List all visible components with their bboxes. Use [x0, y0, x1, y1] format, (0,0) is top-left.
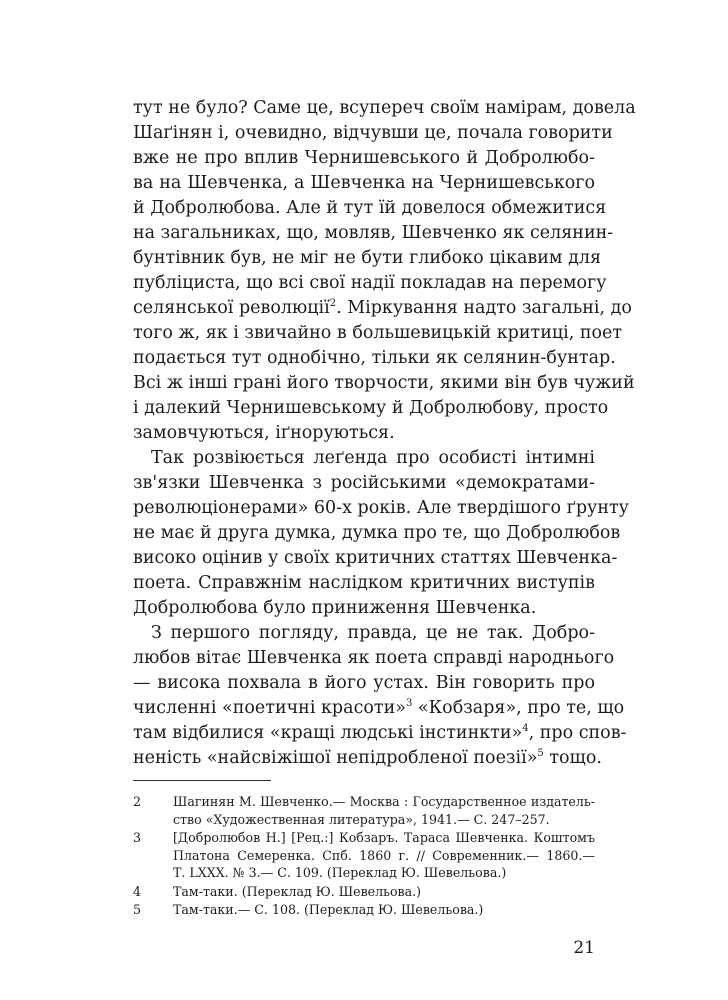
body-line: високо оцінив у своїх критичних статтях Шевченка-: [133, 548, 618, 568]
footnote-line: Шагинян М. Шевченко.— Москва : Государственное издатель-: [173, 794, 595, 809]
body-line: публіциста, що всі свої надії покладав на перемогу: [133, 273, 607, 293]
body-line: не має й друга думка, думка про те, що Добролюбов: [133, 523, 621, 543]
body-line: ва на Шевченка, а Шевченка на Чернишевського: [133, 173, 595, 193]
footnote-ref: 2: [329, 298, 337, 310]
footnote-line: Там-таки. (Переклад Ю. Шевельова.): [173, 884, 422, 899]
body-line: поета. Справжнім наслідком критичних виступів: [133, 573, 595, 593]
body-line: [133, 746, 602, 771]
body-line: [133, 296, 632, 321]
body-line: й Добролюбова. Але й тут їй довелося обмежитися: [133, 198, 607, 218]
footnote-number: 3: [133, 830, 142, 845]
body-line: любов вітає Шевченка як поета справді народнього: [133, 648, 615, 668]
body-line: вже не про вплив Чернишевського й Добролюбо-: [133, 148, 595, 168]
body-text: селянської революції: [133, 298, 330, 318]
body-line: бунтівник був, не міг не бути глибоко цікавим для: [133, 248, 602, 268]
body-line: замовчуються, іґноруються.: [133, 423, 395, 443]
body-line: тут не було? Саме це, всупереч своїм намірам, довела: [133, 98, 636, 118]
body-line: — висока похвала в його устах. Він говорить про: [133, 673, 595, 693]
footnote-number: 5: [133, 902, 142, 917]
footnote-ref: 4: [522, 723, 529, 735]
body-line: того ж, як і звичайно в большевицькій критиці, поет: [133, 323, 623, 343]
footnote-number: 2: [133, 794, 142, 809]
body-line: і далекий Чернишевському й Добролюбову, просто: [133, 398, 609, 418]
body-line: на загальниках, що, мовляв, Шевченко як селянин-: [133, 223, 614, 243]
body-text: численні «поетичні красоти»: [133, 698, 406, 718]
body-line: Добролюбова було приниження Шевченка.: [133, 598, 537, 618]
page-number: 21: [573, 938, 595, 958]
footnote-number: 4: [133, 884, 142, 899]
body-line: революціонерами» 60-х років. Але твердішого ґрунту: [133, 498, 629, 518]
footnote-line: Там-таки.— С. 108. (Переклад Ю. Шевельова.): [173, 902, 484, 917]
footnote-line: Платона Семеренка. Спб. 1860 г. // Современник.— 1860.—: [173, 847, 595, 863]
body-text: там відбилися «кращі людські інстинкти»: [133, 723, 523, 743]
body-text: неність «найсвіжішої непідробленої поезії»: [133, 748, 538, 768]
footnote-divider: [133, 780, 271, 781]
body-text: . Міркування надто загальні, до: [336, 298, 632, 318]
footnote-line: [Добролюбов Н.] [Рец.:] Кобзаръ. Тараса Шевченка. Коштомъ: [173, 830, 595, 845]
body-line: Так розвіюється леґенда про особисті інтимні: [151, 448, 595, 468]
body-text: , про спов-: [528, 723, 627, 743]
body-line: [133, 721, 627, 746]
footnote-line: Т. LXXX. № 3.— С. 109. (Переклад Ю. Шевельова.): [173, 865, 507, 880]
body-line: зв'язки Шевченка з російськими «демократами-: [133, 473, 595, 493]
body-line: подається тут однобічно, тільки як селянин-бунтар.: [133, 348, 616, 368]
footnote-ref: 5: [537, 748, 544, 760]
body-text: «Кобзаря», про те, що: [412, 698, 625, 718]
body-line: Всі ж інші грані його творчости, якими він був чужий: [133, 373, 635, 393]
body-text: тощо.: [543, 748, 602, 768]
body-line: [133, 696, 625, 721]
footnote-line: ство «Художественная литература», 1941.— С. 247–257.: [173, 811, 550, 827]
body-line: Шаґінян і, очевидно, відчувши це, почала говорити: [133, 123, 613, 143]
body-line: З першого погляду, правда, це не так. Добро-: [151, 623, 595, 643]
footnote-ref: 3: [405, 698, 413, 710]
